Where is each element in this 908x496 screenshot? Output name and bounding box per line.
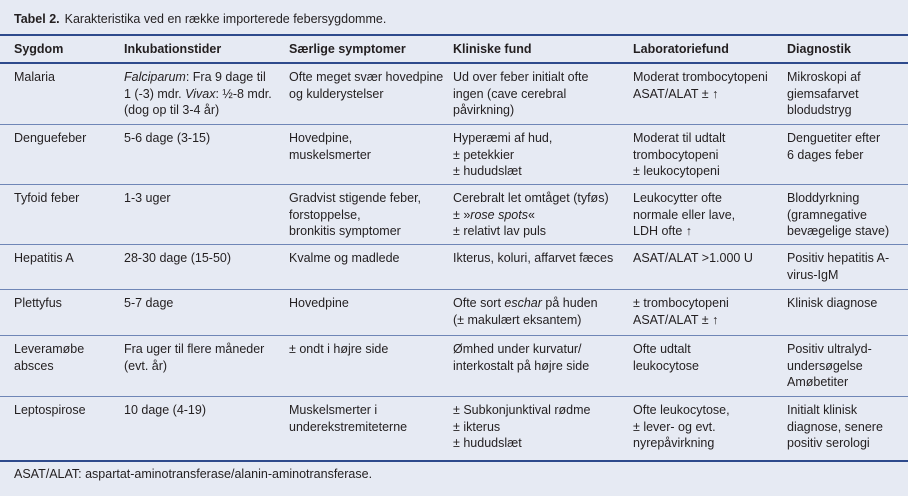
cell-clinical	[453, 341, 589, 374]
table-caption-text: Karakteristika ved en række importerede febersygdomme.	[64, 12, 387, 26]
cell-line: ± ikterus	[453, 419, 501, 434]
cell-diagnostics	[787, 69, 861, 119]
cell-line: LDH ofte ↑	[633, 224, 693, 238]
cell-incubation	[124, 295, 173, 312]
cell-incubation	[124, 69, 272, 119]
cell-line: ± hududslæt	[453, 164, 522, 178]
cell-line: Denguetiter efter	[787, 131, 881, 145]
cell-line: Ømhed under kurvatur/	[453, 342, 582, 356]
cell-diagnostics	[787, 130, 880, 163]
cell-line: forstoppelse,	[289, 207, 361, 222]
cell-line: Cerebralt let omtåget (tyføs)	[453, 191, 609, 205]
table-row	[0, 64, 908, 124]
column-header-clinical: Kliniske fund	[453, 42, 532, 56]
cell-incubation	[124, 402, 206, 419]
cell-line: ± lever- og evt.	[633, 419, 716, 434]
cell-line: Leveramøbe	[14, 342, 85, 356]
cell-line: Ofte leukocytose,	[633, 403, 730, 417]
column-header-symptoms: Særlige symptomer	[289, 42, 406, 56]
cell-clinical	[453, 295, 598, 328]
cell-line: Falciparum: Fra 9 dage til	[124, 70, 266, 84]
cell-line: Positiv ultralyd-	[787, 342, 872, 356]
cell-lab	[633, 190, 735, 240]
cell-line: normale eller lave,	[633, 207, 736, 222]
cell-diagnostics	[787, 190, 889, 240]
cell-line: Klinisk diagnose	[787, 296, 878, 310]
cell-diagnostics	[787, 341, 872, 391]
table-row	[0, 185, 908, 244]
cell-line: undersøgelse	[787, 358, 863, 373]
cell-line: 5-6 dage (3-15)	[124, 131, 211, 145]
cell-incubation	[124, 250, 231, 267]
table-header	[0, 36, 908, 62]
cell-line: ± leukocytopeni	[633, 164, 720, 178]
cell-line: 5-7 dage	[124, 296, 174, 310]
cell-line: Ofte sort eschar på huden	[453, 296, 598, 310]
cell-line: diagnose, senere	[787, 419, 883, 434]
cell-line: nyrepåvirkning	[633, 436, 715, 450]
cell-line: Moderat trombocytopeni	[633, 70, 768, 84]
cell-disease	[14, 190, 79, 207]
cell-lab	[633, 341, 699, 374]
cell-line: ASAT/ALAT ± ↑	[633, 86, 719, 101]
cell-lab	[633, 402, 730, 452]
cell-line: og kulderystelser	[289, 86, 384, 101]
cell-line: 10 dage (4-19)	[124, 403, 207, 417]
cell-line: bevægelige stave)	[787, 224, 890, 238]
cell-clinical	[453, 250, 613, 267]
cell-line: 6 dages feber	[787, 147, 864, 162]
cell-symptoms	[289, 341, 388, 358]
cell-disease	[14, 402, 86, 419]
table-row	[0, 290, 908, 335]
cell-line: muskelsmerter	[289, 147, 371, 162]
cell-line: (dog op til 3-4 år)	[124, 103, 220, 117]
table-row	[0, 245, 908, 289]
cell-clinical	[453, 130, 552, 180]
cell-disease	[14, 69, 55, 86]
cell-lab	[633, 130, 725, 180]
table-bottom-rule	[0, 460, 908, 462]
cell-line: Ikterus, koluri, affarvet fæces	[453, 251, 614, 265]
cell-line: ASAT/ALAT ± ↑	[633, 312, 719, 327]
table-row	[0, 125, 908, 184]
cell-line: ingen (cave cerebral	[453, 86, 567, 101]
cell-line: trombocytopeni	[633, 147, 719, 162]
cell-lab	[633, 295, 729, 328]
cell-clinical	[453, 402, 590, 452]
cell-disease	[14, 130, 86, 147]
cell-line: Denguefeber	[14, 131, 87, 145]
cell-diagnostics	[787, 250, 889, 283]
table-caption-label: Tabel 2.	[14, 12, 60, 26]
column-header-incubation: Inkubationstider	[124, 42, 222, 56]
cell-line: Gradvist stigende feber,	[289, 191, 422, 205]
cell-line: ± Subkonjunktival rødme	[453, 403, 591, 417]
cell-line: Ofte meget svær hovedpine	[289, 70, 444, 84]
cell-line: ± relativt lav puls	[453, 224, 547, 238]
cell-line: 1 (-3) mdr. Vivax: ½-8 mdr.	[124, 86, 272, 101]
column-header-diagnostics: Diagnostik	[787, 42, 851, 56]
cell-line: interkostalt på højre side	[453, 358, 590, 373]
cell-symptoms	[289, 190, 421, 240]
cell-line: ± petekkier	[453, 147, 515, 162]
cell-line: (gramnegative	[787, 207, 867, 222]
cell-line: ASAT/ALAT >1.000 U	[633, 251, 753, 265]
cell-diagnostics	[787, 402, 883, 452]
cell-diagnostics	[787, 295, 877, 312]
cell-lab	[633, 250, 753, 267]
cell-disease	[14, 341, 84, 374]
cell-line: Amøbetiter	[787, 375, 849, 389]
cell-line: påvirkning)	[453, 103, 515, 117]
cell-line: ± ondt i højre side	[289, 342, 389, 356]
cell-line: absces	[14, 358, 54, 373]
cell-symptoms	[289, 250, 399, 267]
cell-line: ± hududslæt	[453, 436, 522, 450]
cell-disease	[14, 250, 74, 267]
cell-line: giemsafarvet	[787, 86, 859, 101]
cell-disease	[14, 295, 62, 312]
cell-line: Malaria	[14, 70, 55, 84]
cell-line: Initialt klinisk	[787, 403, 858, 417]
column-header-lab: Laboratoriefund	[633, 42, 729, 56]
cell-line: bronkitis symptomer	[289, 224, 401, 238]
cell-line: (evt. år)	[124, 358, 168, 373]
cell-incubation	[124, 341, 264, 374]
cell-line: Hovedpine,	[289, 131, 353, 145]
cell-line: ± »rose spots«	[453, 207, 535, 222]
cell-line: Fra uger til flere måneder	[124, 342, 265, 356]
cell-symptoms	[289, 402, 407, 435]
cell-line: Positiv hepatitis A-	[787, 251, 890, 265]
cell-line: Ud over feber initialt ofte	[453, 70, 589, 84]
cell-line: Leukocytter ofte	[633, 191, 722, 205]
table-footnote: ASAT/ALAT: aspartat-aminotransferase/alanin-aminotransferase.	[14, 467, 373, 481]
cell-line: Ofte udtalt	[633, 342, 691, 356]
cell-line: Hovedpine	[289, 296, 349, 310]
table-row	[0, 397, 908, 460]
cell-incubation	[124, 130, 210, 147]
cell-line: Plettyfus	[14, 296, 62, 310]
table-caption	[14, 11, 386, 27]
cell-clinical	[453, 69, 589, 119]
cell-lab	[633, 69, 768, 102]
cell-line: 1-3 uger	[124, 191, 171, 205]
cell-line: Muskelsmerter i	[289, 403, 378, 417]
cell-symptoms	[289, 130, 371, 163]
cell-line: leukocytose	[633, 358, 700, 373]
cell-line: Bloddyrkning	[787, 191, 860, 205]
cell-line: Tyfoid feber	[14, 191, 80, 205]
cell-line: ± trombocytopeni	[633, 296, 729, 310]
cell-line: Mikroskopi af	[787, 70, 861, 84]
cell-line: Hyperæmi af hud,	[453, 131, 553, 145]
cell-incubation	[124, 190, 171, 207]
cell-line: Leptospirose	[14, 403, 86, 417]
table-row	[0, 336, 908, 396]
cell-line: positiv serologi	[787, 436, 870, 450]
cell-line: 28-30 dage (15-50)	[124, 251, 232, 265]
cell-line: Hepatitis A	[14, 251, 74, 265]
cell-symptoms	[289, 69, 443, 102]
cell-line: underekstremiteterne	[289, 419, 408, 434]
cell-line: virus-IgM	[787, 267, 839, 282]
cell-symptoms	[289, 295, 349, 312]
cell-line: Kvalme og madlede	[289, 251, 400, 265]
cell-line: blodudstryg	[787, 103, 852, 117]
cell-clinical	[453, 190, 609, 240]
cell-line: (± makulært eksantem)	[453, 312, 582, 327]
cell-line: Moderat til udtalt	[633, 131, 726, 145]
column-header-disease: Sygdom	[14, 42, 64, 56]
